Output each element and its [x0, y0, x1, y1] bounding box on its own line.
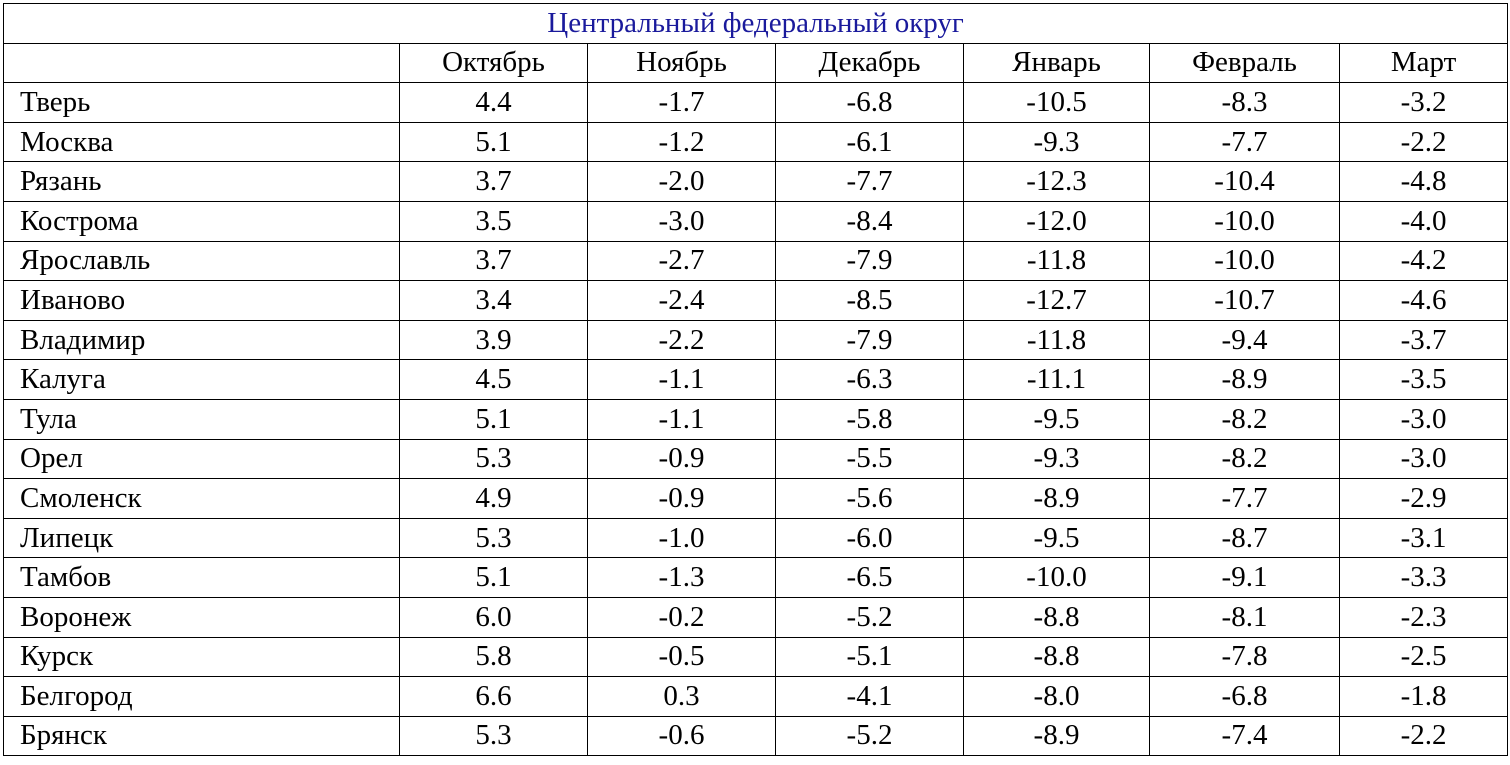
- table-row: [4, 360, 1508, 400]
- temperature-table: [3, 3, 1508, 756]
- table-row: [4, 201, 1508, 241]
- table-cell-value: 3.7: [400, 241, 588, 281]
- column-header: Март: [1340, 43, 1508, 83]
- table-body: [4, 83, 1508, 756]
- table-cell-value: -8.9: [964, 479, 1150, 519]
- table-cell-value: -6.1: [776, 122, 964, 162]
- table-cell-value: -12.0: [964, 201, 1150, 241]
- table-cell-value: -8.5: [776, 281, 964, 321]
- table-cell-value: -6.3: [776, 360, 964, 400]
- table-cell-value: -9.5: [964, 399, 1150, 439]
- table-cell-value: -2.2: [1340, 122, 1508, 162]
- table-cell-value: 3.4: [400, 281, 588, 321]
- table-cell-value: -8.1: [1150, 597, 1340, 637]
- row-label-city: Белгород: [4, 677, 400, 717]
- table-cell-value: -7.9: [776, 320, 964, 360]
- table-cell-value: -0.6: [588, 716, 776, 756]
- table-cell-value: 4.4: [400, 83, 588, 123]
- table-cell-value: -5.1: [776, 637, 964, 677]
- table-cell-value: 5.8: [400, 637, 588, 677]
- row-label-city: Орел: [4, 439, 400, 479]
- table-cell-value: -4.1: [776, 677, 964, 717]
- title-row: [4, 4, 1508, 44]
- table-cell-value: -7.8: [1150, 637, 1340, 677]
- table-row: [4, 439, 1508, 479]
- table-row: [4, 716, 1508, 756]
- table-cell-value: -4.2: [1340, 241, 1508, 281]
- table-cell-value: -1.2: [588, 122, 776, 162]
- table-cell-value: -9.1: [1150, 558, 1340, 598]
- table-cell-value: -11.8: [964, 320, 1150, 360]
- table-cell-value: -2.2: [588, 320, 776, 360]
- table-cell-value: -10.0: [1150, 241, 1340, 281]
- table-cell-value: -0.9: [588, 479, 776, 519]
- table-cell-value: -4.8: [1340, 162, 1508, 202]
- table-cell-value: 3.7: [400, 162, 588, 202]
- column-header: Декабрь: [776, 43, 964, 83]
- table-cell-value: 4.9: [400, 479, 588, 519]
- row-label-city: Рязань: [4, 162, 400, 202]
- table-cell-value: -12.7: [964, 281, 1150, 321]
- row-label-city: Брянск: [4, 716, 400, 756]
- table-cell-value: -11.8: [964, 241, 1150, 281]
- table-cell-value: -9.5: [964, 518, 1150, 558]
- table-cell-value: -8.9: [964, 716, 1150, 756]
- table-cell-value: -3.2: [1340, 83, 1508, 123]
- table-cell-value: -4.0: [1340, 201, 1508, 241]
- row-label-city: Воронеж: [4, 597, 400, 637]
- table-cell-value: -7.7: [1150, 122, 1340, 162]
- table-cell-value: -8.7: [1150, 518, 1340, 558]
- table-cell-value: 3.5: [400, 201, 588, 241]
- table-row: [4, 597, 1508, 637]
- table-cell-value: -9.4: [1150, 320, 1340, 360]
- table-cell-value: -8.4: [776, 201, 964, 241]
- table-cell-value: -6.5: [776, 558, 964, 598]
- table-cell-value: -2.0: [588, 162, 776, 202]
- table-cell-value: -8.8: [964, 637, 1150, 677]
- table-cell-value: -10.5: [964, 83, 1150, 123]
- table-cell-value: -8.2: [1150, 439, 1340, 479]
- table-cell-value: -11.1: [964, 360, 1150, 400]
- table-cell-value: 5.3: [400, 716, 588, 756]
- table-cell-value: -3.1: [1340, 518, 1508, 558]
- table-cell-value: -2.3: [1340, 597, 1508, 637]
- table-cell-value: -7.9: [776, 241, 964, 281]
- table-cell-value: -2.4: [588, 281, 776, 321]
- table-row: [4, 637, 1508, 677]
- header-corner-cell: [4, 43, 400, 83]
- table-cell-value: -7.7: [1150, 479, 1340, 519]
- table-cell-value: -2.9: [1340, 479, 1508, 519]
- column-header: Октябрь: [400, 43, 588, 83]
- table-cell-value: -12.3: [964, 162, 1150, 202]
- table-cell-value: -1.8: [1340, 677, 1508, 717]
- table-cell-value: 5.1: [400, 122, 588, 162]
- row-label-city: Тула: [4, 399, 400, 439]
- table-cell-value: -2.5: [1340, 637, 1508, 677]
- table-cell-value: -10.4: [1150, 162, 1340, 202]
- table-cell-value: -1.1: [588, 399, 776, 439]
- table-cell-value: -10.0: [1150, 201, 1340, 241]
- table-cell-value: -1.3: [588, 558, 776, 598]
- table-row: [4, 320, 1508, 360]
- table-cell-value: 5.3: [400, 439, 588, 479]
- row-label-city: Ярославль: [4, 241, 400, 281]
- row-label-city: Тверь: [4, 83, 400, 123]
- row-label-city: Калуга: [4, 360, 400, 400]
- table-cell-value: -6.0: [776, 518, 964, 558]
- table-cell-value: -10.0: [964, 558, 1150, 598]
- table-cell-value: -8.8: [964, 597, 1150, 637]
- table-cell-value: 3.9: [400, 320, 588, 360]
- table-cell-value: -7.7: [776, 162, 964, 202]
- table-cell-value: -3.0: [1340, 399, 1508, 439]
- table-cell-value: -1.7: [588, 83, 776, 123]
- column-header: Февраль: [1150, 43, 1340, 83]
- table-cell-value: -0.9: [588, 439, 776, 479]
- table-cell-value: -9.3: [964, 122, 1150, 162]
- table-cell-value: -1.1: [588, 360, 776, 400]
- table-row: [4, 83, 1508, 123]
- table-row: [4, 558, 1508, 598]
- table-row: [4, 677, 1508, 717]
- table-cell-value: -8.9: [1150, 360, 1340, 400]
- table-cell-value: -8.2: [1150, 399, 1340, 439]
- table-cell-value: -5.2: [776, 597, 964, 637]
- table-cell-value: 4.5: [400, 360, 588, 400]
- table-cell-value: 6.0: [400, 597, 588, 637]
- table-cell-value: 5.1: [400, 558, 588, 598]
- column-header: Январь: [964, 43, 1150, 83]
- table-cell-value: -9.3: [964, 439, 1150, 479]
- header-row: [4, 43, 1508, 83]
- table-cell-value: -5.5: [776, 439, 964, 479]
- table-cell-value: -3.0: [1340, 439, 1508, 479]
- table-cell-value: -8.3: [1150, 83, 1340, 123]
- table-title: Центральный федеральный округ: [4, 4, 1508, 44]
- row-label-city: Курск: [4, 637, 400, 677]
- table-row: [4, 479, 1508, 519]
- table-row: [4, 162, 1508, 202]
- row-label-city: Кострома: [4, 201, 400, 241]
- table-cell-value: -8.0: [964, 677, 1150, 717]
- table-cell-value: -3.5: [1340, 360, 1508, 400]
- row-label-city: Смоленск: [4, 479, 400, 519]
- column-header: Ноябрь: [588, 43, 776, 83]
- table-cell-value: -1.0: [588, 518, 776, 558]
- table-cell-value: -6.8: [776, 83, 964, 123]
- table-cell-value: 6.6: [400, 677, 588, 717]
- table-cell-value: -6.8: [1150, 677, 1340, 717]
- table-cell-value: 0.3: [588, 677, 776, 717]
- table-cell-value: 5.3: [400, 518, 588, 558]
- table-cell-value: -5.8: [776, 399, 964, 439]
- table-cell-value: -2.2: [1340, 716, 1508, 756]
- table-cell-value: -10.7: [1150, 281, 1340, 321]
- table-cell-value: -3.0: [588, 201, 776, 241]
- table-row: [4, 281, 1508, 321]
- table-cell-value: -0.5: [588, 637, 776, 677]
- table-cell-value: -7.4: [1150, 716, 1340, 756]
- table-cell-value: -5.2: [776, 716, 964, 756]
- table-cell-value: -3.3: [1340, 558, 1508, 598]
- table-cell-value: -4.6: [1340, 281, 1508, 321]
- row-label-city: Иваново: [4, 281, 400, 321]
- table-cell-value: -5.6: [776, 479, 964, 519]
- table-row: [4, 399, 1508, 439]
- table-row: [4, 122, 1508, 162]
- table-row: [4, 241, 1508, 281]
- row-label-city: Липецк: [4, 518, 400, 558]
- table-row: [4, 518, 1508, 558]
- table-cell-value: -0.2: [588, 597, 776, 637]
- table-cell-value: -3.7: [1340, 320, 1508, 360]
- table-container: [3, 3, 1508, 756]
- row-label-city: Владимир: [4, 320, 400, 360]
- table-cell-value: -2.7: [588, 241, 776, 281]
- table-cell-value: 5.1: [400, 399, 588, 439]
- row-label-city: Москва: [4, 122, 400, 162]
- row-label-city: Тамбов: [4, 558, 400, 598]
